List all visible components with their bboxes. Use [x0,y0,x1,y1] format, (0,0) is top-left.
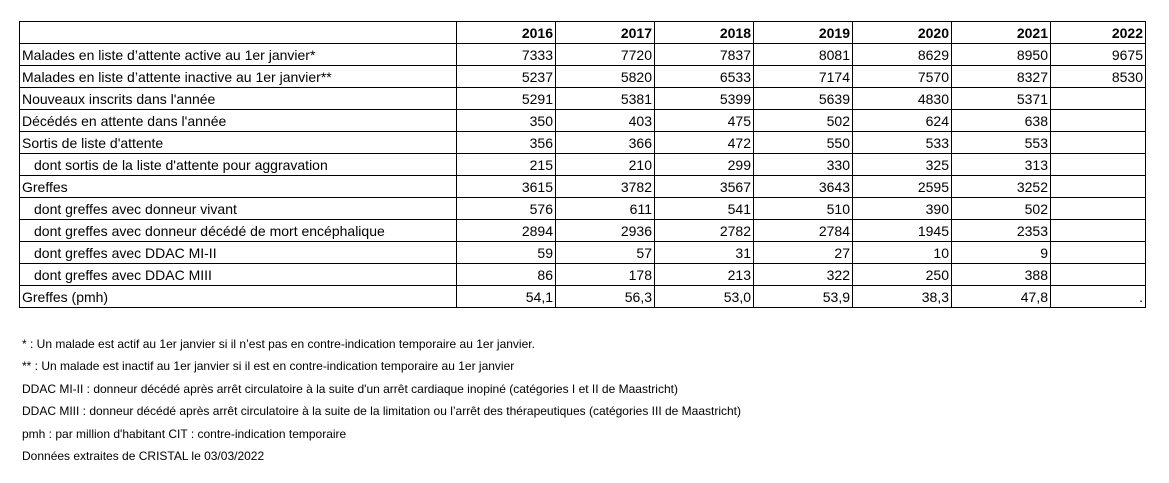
value-cell: 10 [853,242,952,264]
value-cell: 325 [853,154,952,176]
table-row [20,220,1146,242]
value-cell: 4830 [853,88,952,110]
value-cell: 53,0 [655,286,754,308]
value-cell [1051,110,1146,132]
value-cell: 59 [457,242,556,264]
footnote-line: pmh : par million d'habitant CIT : contre-indication temporaire [22,426,347,441]
year-header: 2022 [1051,22,1146,44]
value-cell: 2894 [457,220,556,242]
table-row [20,154,1146,176]
waiting-list-table [19,21,1146,308]
value-cell: 356 [457,132,556,154]
value-cell: 5371 [952,88,1051,110]
row-label: Sortis de liste d'attente [20,132,457,154]
value-cell: 299 [655,154,754,176]
value-cell: 5291 [457,88,556,110]
table-row [20,286,1146,308]
footnote-line: DDAC MIII : donneur décédé après arrêt circulatoire à la suite de la limitation ou l’arrêt des thérapeutiques (catégories III de Maastricht) [22,404,742,419]
footnote-line: * : Un malade est actif au 1er janvier si il n’est pas en contre-indication temporaire au 1er janvier. [22,337,535,351]
value-cell: 57 [556,242,655,264]
table-body [20,44,1146,308]
value-cell: 403 [556,110,655,132]
value-cell: 2353 [952,220,1051,242]
value-cell: 178 [556,264,655,286]
value-cell: 8327 [952,66,1051,88]
table-row [20,198,1146,220]
row-label: Malades en liste d’attente inactive au 1er janvier** [20,66,457,88]
footnote-line: Données extraites de CRISTAL le 03/03/2022 [22,449,265,464]
value-cell: 250 [853,264,952,286]
row-label: Malades en liste d’attente active au 1er janvier* [20,44,457,66]
value-cell: 1945 [853,220,952,242]
table-row [20,264,1146,286]
value-cell: 313 [952,154,1051,176]
value-cell: 7720 [556,44,655,66]
value-cell: 475 [655,110,754,132]
year-header: 2018 [655,22,754,44]
row-label: dont greffes avec DDAC MIII [20,264,457,286]
table-row [20,44,1146,66]
value-cell: 56,3 [556,286,655,308]
value-cell: 388 [952,264,1051,286]
value-cell: 3643 [754,176,853,198]
value-cell: 6533 [655,66,754,88]
value-cell: 550 [754,132,853,154]
value-cell: 8081 [754,44,853,66]
value-cell: 8530 [1051,66,1146,88]
value-cell: 5381 [556,88,655,110]
value-cell: 9675 [1051,44,1146,66]
header-corner-cell [20,22,457,44]
value-cell: 533 [853,132,952,154]
value-cell: 3615 [457,176,556,198]
value-cell: 5639 [754,88,853,110]
row-label: Greffes (pmh) [20,286,457,308]
value-cell: 611 [556,198,655,220]
value-cell: 86 [457,264,556,286]
value-cell: 54,1 [457,286,556,308]
value-cell: 624 [853,110,952,132]
value-cell: 53,9 [754,286,853,308]
footnote-line: DDAC MI-II : donneur décédé après arrêt circulatoire à la suite d'un arrêt cardiaque inopiné (catégories I et II de Maastricht) [22,381,678,396]
table-row [20,88,1146,110]
value-cell: 541 [655,198,754,220]
value-cell: 510 [754,198,853,220]
value-cell: 330 [754,154,853,176]
value-cell: 502 [754,110,853,132]
value-cell: 8950 [952,44,1051,66]
footnote-line: ** : Un malade est inactif au 1er janvier si il est en contre-indication temporaire au 1er janvier [22,359,515,374]
header-row [20,22,1146,44]
value-cell: 576 [457,198,556,220]
table-row [20,176,1146,198]
footnotes [22,333,741,467]
value-cell: 2936 [556,220,655,242]
value-cell [1051,176,1146,198]
value-cell: 2784 [754,220,853,242]
row-label: dont sortis de la liste d'attente pour aggravation [20,154,457,176]
value-cell: 31 [655,242,754,264]
value-cell: 2595 [853,176,952,198]
table-row [20,66,1146,88]
year-header: 2019 [754,22,853,44]
value-cell: 2782 [655,220,754,242]
value-cell: 213 [655,264,754,286]
value-cell: 390 [853,198,952,220]
value-cell: 350 [457,110,556,132]
value-cell: 7174 [754,66,853,88]
value-cell [1051,264,1146,286]
value-cell: 215 [457,154,556,176]
value-cell [1051,198,1146,220]
value-cell: 27 [754,242,853,264]
value-cell: 502 [952,198,1051,220]
value-cell [1051,242,1146,264]
value-cell: 322 [754,264,853,286]
year-header: 2020 [853,22,952,44]
value-cell: 3567 [655,176,754,198]
value-cell: 7333 [457,44,556,66]
table-row [20,242,1146,264]
value-cell [1051,154,1146,176]
table-row [20,110,1146,132]
value-cell: 8629 [853,44,952,66]
value-cell: 47,8 [952,286,1051,308]
row-label: dont greffes avec donneur vivant [20,198,457,220]
row-label: dont greffes avec DDAC MI-II [20,242,457,264]
value-cell [1051,132,1146,154]
value-cell: . [1051,286,1146,308]
value-cell: 7837 [655,44,754,66]
value-cell: 38,3 [853,286,952,308]
year-header: 2016 [457,22,556,44]
row-label: dont greffes avec donneur décédé de mort encéphalique [20,220,457,242]
table-row [20,132,1146,154]
value-cell [1051,220,1146,242]
value-cell: 7570 [853,66,952,88]
row-label: Nouveaux inscrits dans l'année [20,88,457,110]
year-header: 2021 [952,22,1051,44]
value-cell: 210 [556,154,655,176]
value-cell: 366 [556,132,655,154]
value-cell: 9 [952,242,1051,264]
row-label: Décédés en attente dans l'année [20,110,457,132]
value-cell: 3252 [952,176,1051,198]
value-cell: 472 [655,132,754,154]
value-cell: 553 [952,132,1051,154]
value-cell: 5237 [457,66,556,88]
row-label: Greffes [20,176,457,198]
value-cell: 5399 [655,88,754,110]
value-cell: 5820 [556,66,655,88]
value-cell: 3782 [556,176,655,198]
year-header: 2017 [556,22,655,44]
value-cell: 638 [952,110,1051,132]
value-cell [1051,88,1146,110]
